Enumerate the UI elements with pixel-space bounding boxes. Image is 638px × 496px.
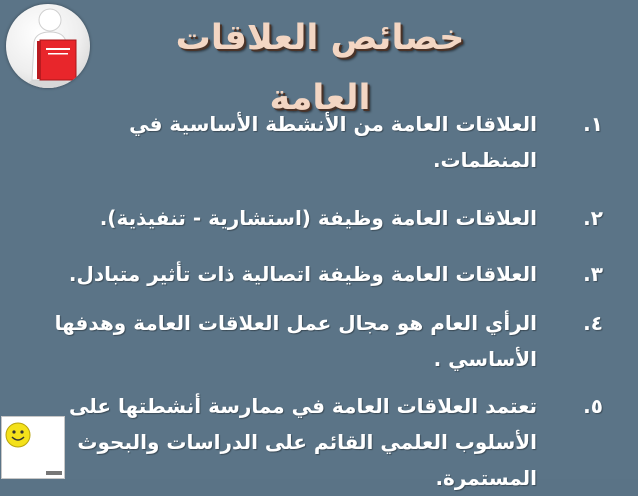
characteristics-list — [28, 106, 603, 496]
list-number: ٤. — [583, 311, 603, 335]
list-number: ٢. — [583, 206, 603, 230]
list-text: الرأي العام هو مجال عمل العلاقات العامة وهدفها الأساسي . — [54, 311, 537, 371]
list-text: العلاقات العامة وظيفة (استشارية - تنفيذية). — [99, 206, 537, 230]
list-number: ٣. — [583, 262, 603, 286]
person-holding-book-icon — [6, 4, 90, 88]
list-item — [28, 106, 603, 178]
smiley-face-icon — [1, 416, 65, 479]
list-text: العلاقات العامة من الأنشطة الأساسية في المنظمات. — [129, 112, 537, 172]
list-item — [28, 256, 603, 292]
slide-title: خصائص العلاقات العامة — [175, 18, 465, 118]
list-item — [28, 388, 603, 496]
list-text: تعتمد العلاقات العامة في ممارسة أنشطتها على الأسلوب العلمي القائم على الدراسات والبحوث المستمرة. — [69, 394, 537, 490]
list-number: ٥. — [583, 394, 603, 418]
list-number: ١. — [583, 112, 603, 136]
list-item — [28, 305, 603, 377]
list-item — [28, 200, 603, 236]
list-text: العلاقات العامة وظيفة اتصالية ذات تأثير متبادل. — [68, 262, 537, 286]
